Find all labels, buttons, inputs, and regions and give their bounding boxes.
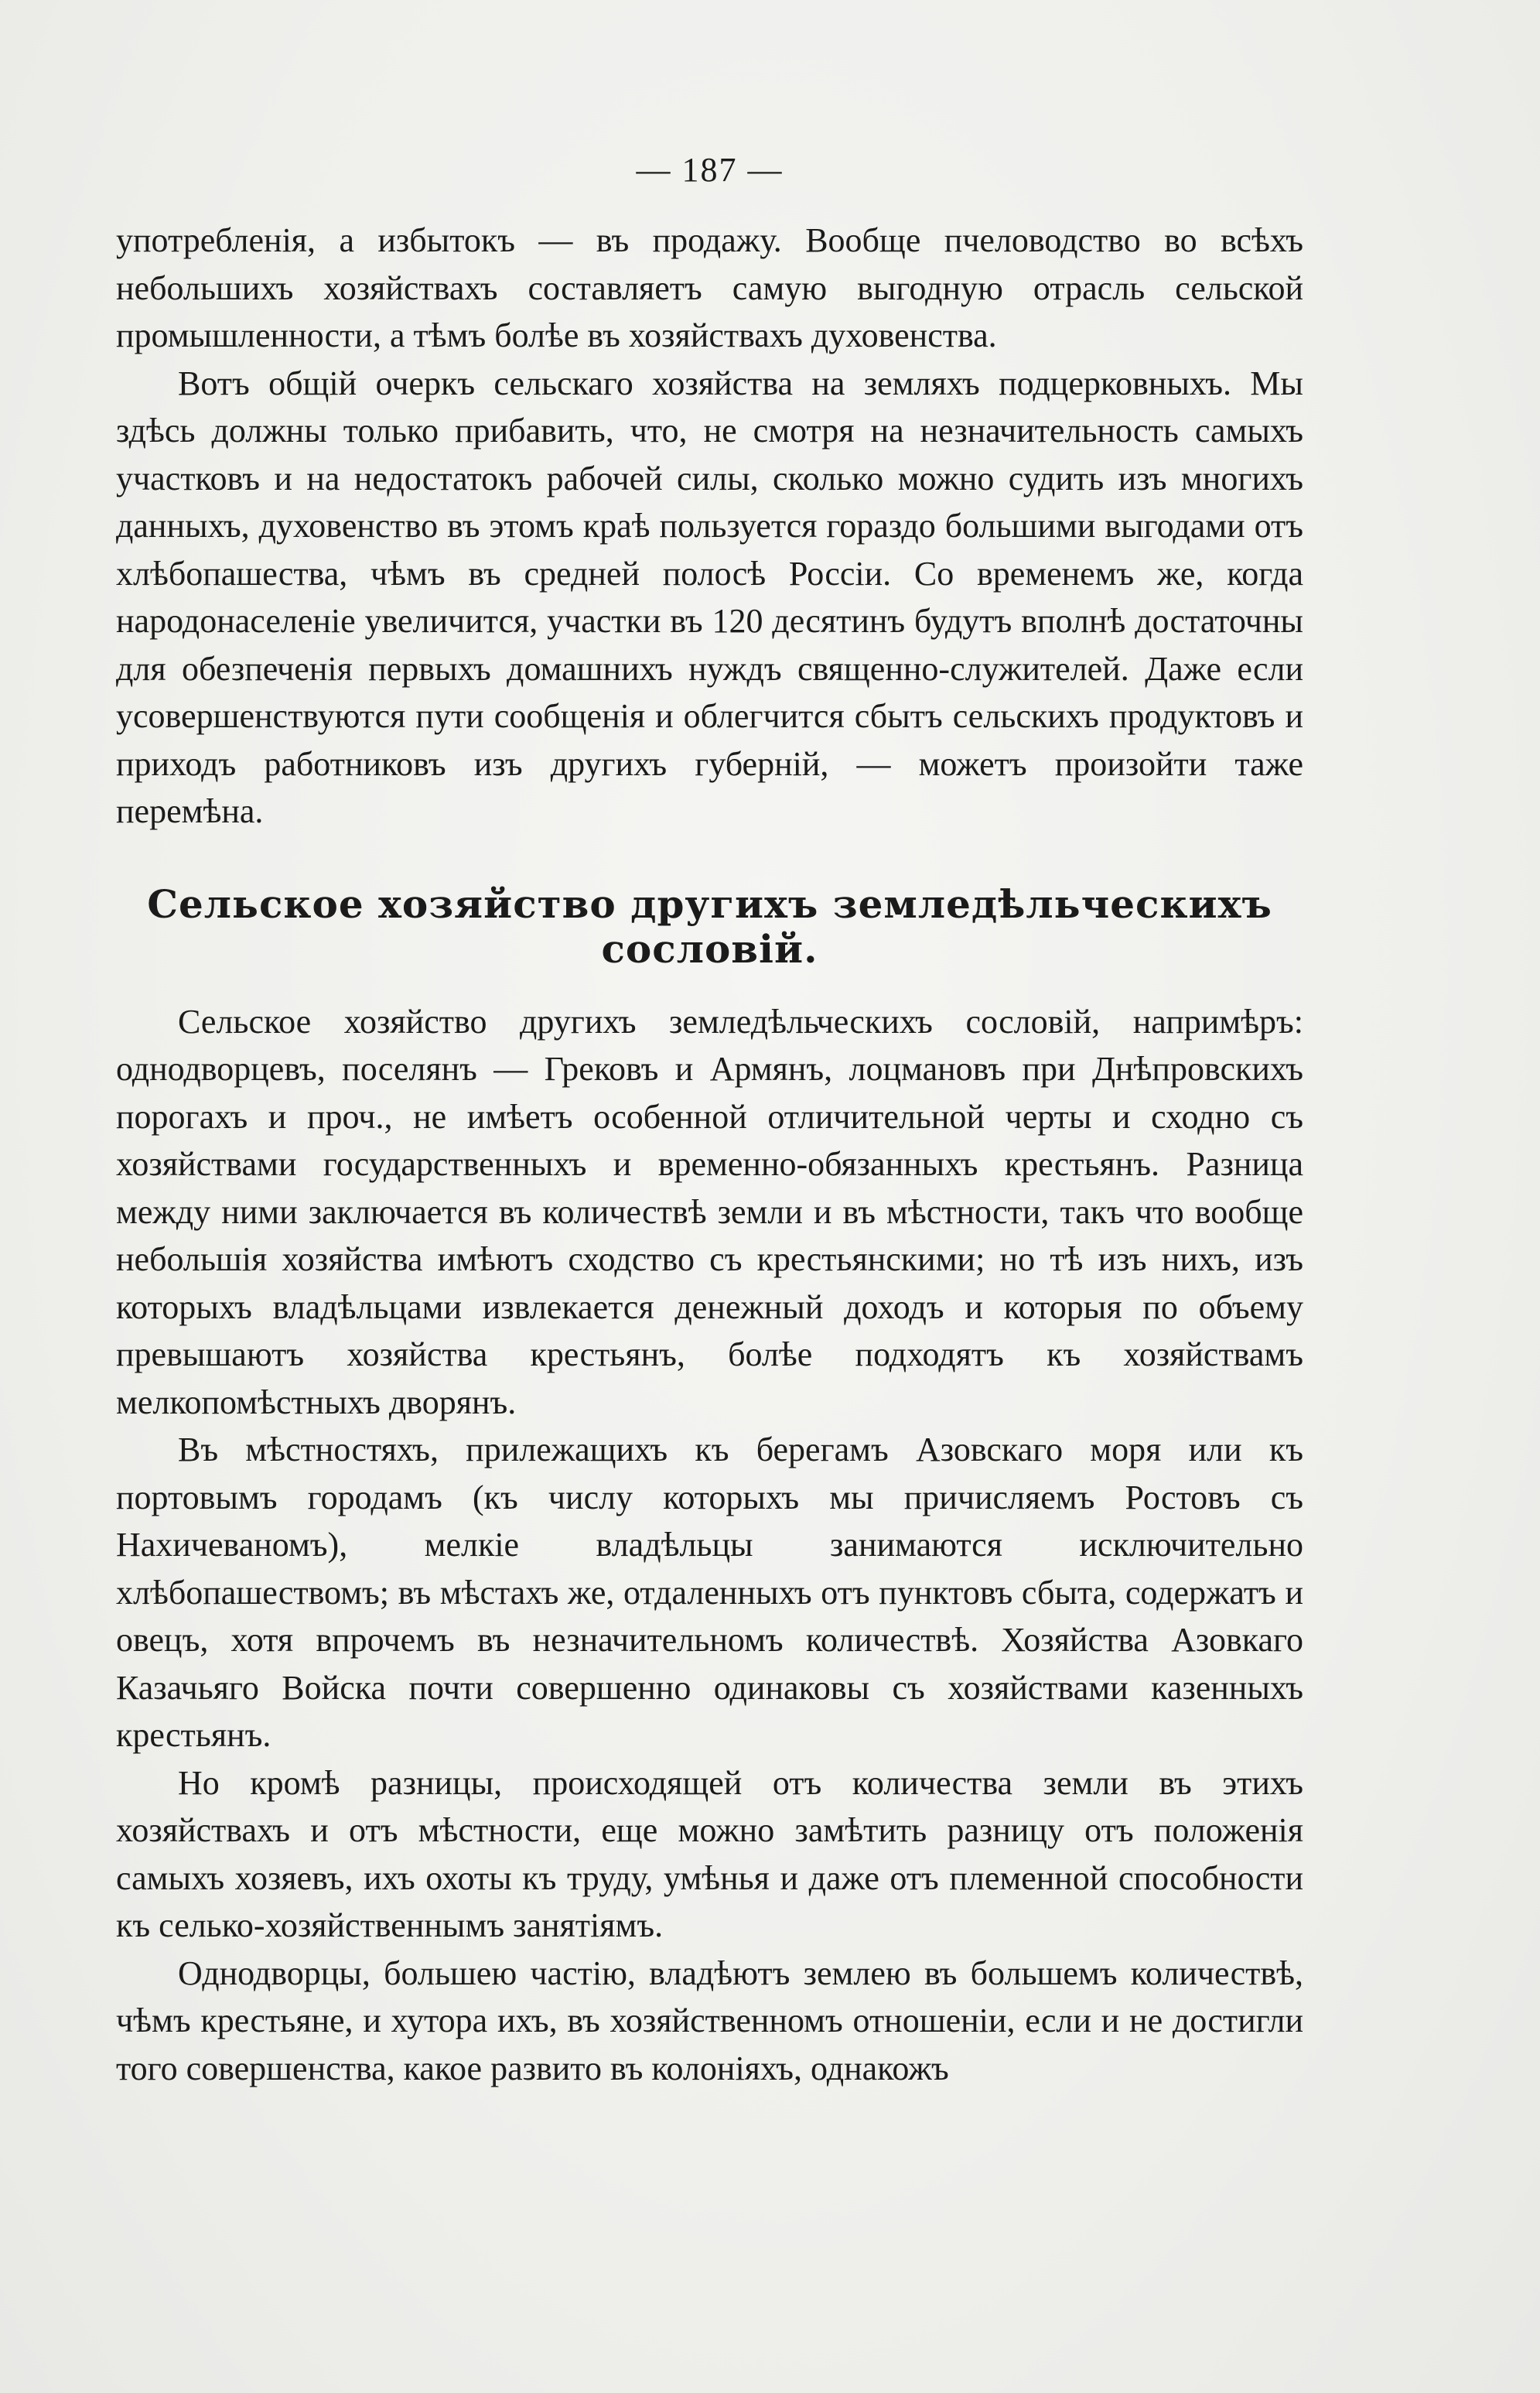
paragraph-azov-localities: Въ мѣстностяхъ, прилежащихъ къ берегамъ Азовскаго моря или къ портовымъ городамъ (къ числу которыхъ мы причисляемъ Ростовъ съ Нахичеваномъ), мелкіе владѣльцы занимаются исключительно хлѣбопашествомъ; въ мѣстахъ же, отдаленныхъ отъ пунктовъ сбыта, содержатъ и овецъ, хотя впрочемъ въ незначительномъ количествѣ. Хозяйства Азовкаго Казачьяго Войска почти совершенно одинаковы съ хозяйствами казенныхъ крестьянъ. bbox=[116, 1431, 1303, 1754]
page-number: — 187 — bbox=[636, 151, 784, 189]
paragraph-other-estates: Сельское хозяйство другихъ земледѣльческихъ сословій, напримѣръ: однодворцевъ, поселянъ — Грековъ и Армянъ, лоцмановъ при Днѣпровскихъ порогахъ и проч., не имѣетъ особенной отличительной черты и сходно съ хозяйствами государственныхъ и временно-обязанныхъ крестьянъ. Разница между ними заключается въ количествѣ земли и въ мѣстности, такъ что вообще небольшія хозяйства имѣютъ сходство съ крестьянскими; но тѣ изъ нихъ, изъ которыхъ владѣльцами извлекается денежный доходъ и которыя по объему превышаютъ хозяйства крестьянъ, болѣе подходятъ къ хозяйствамъ мелкопомѣстныхъ дворянъ. bbox=[116, 1002, 1303, 1421]
paragraph-odnodvortsy: Однодворцы, большею частію, владѣютъ землею въ большемъ количествѣ, чѣмъ крестьяне, и хутора ихъ, въ хозяйственномъ отношеніи, если и не достигли того совершенства, какое развито въ колоніяхъ, однакожъ bbox=[116, 1954, 1303, 2087]
paragraph-clergy-farming: Вотъ общій очеркъ сельскаго хозяйства на земляхъ подцерковныхъ. Мы здѣсь должны только прибавить, что, не смотря на незначительность самыхъ участковъ и на недостатокъ рабочей силы, сколько можно судить изъ многихъ данныхъ, духовенство въ этомъ краѣ пользуется гораздо большими выгодами отъ хлѣбопашества, чѣмъ въ средней полосѣ Россіи. Со временемъ же, когда народонаселеніе увеличится, участки въ 120 десятинъ будутъ вполнѣ достаточны для обезпеченія первыхъ домашнихъ нуждъ священно-служителей. Даже если усовершенствуются пути сообщенія и облегчится сбытъ сельскихъ продуктовъ и приходъ работниковъ изъ другихъ губерній, — можетъ произойти таже перемѣна. bbox=[116, 364, 1303, 830]
paragraph-differences: Но кромѣ разницы, происходящей отъ количества земли въ этихъ хозяйствахъ и отъ мѣстности, еще можно замѣтить разницу отъ положенія самыхъ хозяевъ, ихъ охоты къ труду, умѣнья и даже отъ племенной способности къ селько-хозяйственнымъ занятіямъ. bbox=[116, 1763, 1303, 1944]
section-heading-line-2: сословій. bbox=[601, 925, 818, 972]
section-heading-line-1: Сельское хозяйство другихъ земледѣльческихъ bbox=[147, 880, 1272, 927]
section-heading bbox=[116, 882, 1303, 972]
paragraph-beekeeping: употребленія, а избытокъ — въ продажу. Вообще пчеловодство во всѣхъ небольшихъ хозяйствахъ составляетъ самую выгодную отрасль сельской промышленности, а тѣмъ болѣе въ хозяйствахъ духовенства. bbox=[116, 221, 1303, 354]
page-text-block bbox=[116, 147, 1303, 2092]
